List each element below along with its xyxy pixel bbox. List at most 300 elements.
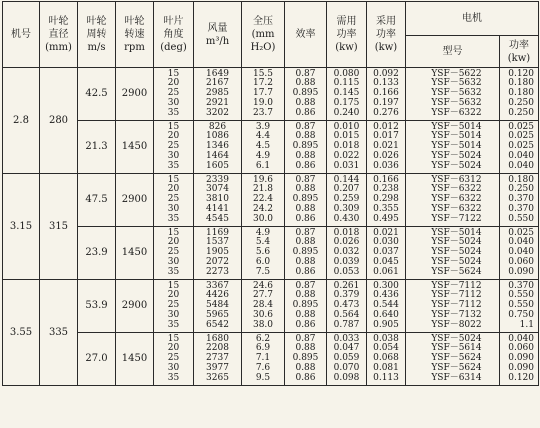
motor-power-cell: [500, 68, 539, 121]
blade-angle-value: 20: [167, 290, 180, 301]
efficiency-value: 0.895: [292, 353, 319, 364]
blade-angle-value: 25: [167, 300, 180, 311]
blade-angle-cell: [154, 121, 194, 174]
required-power-value: 0.070: [333, 362, 360, 373]
airflow-value: 1464: [206, 150, 229, 161]
airflow-value: 1169: [206, 227, 229, 238]
motor-power-value: 0.180: [508, 88, 534, 99]
efficiency-value: 0.86: [295, 107, 316, 118]
header-blade-angle: 叶片 角度 (deg): [154, 2, 194, 68]
total-pressure-value: 6.1: [255, 160, 271, 171]
airflow-cell: [194, 333, 242, 386]
rpm-cell: 2900: [116, 280, 154, 333]
motor-power-value: 0.025: [508, 121, 534, 132]
rpm-cell: 1450: [116, 227, 154, 280]
required-power-value: 0.047: [333, 343, 360, 354]
blade-angle-value: 20: [167, 78, 180, 89]
diameter-cell: 315: [40, 174, 78, 280]
efficiency-value: 0.87: [295, 227, 316, 238]
motor-model-value: YSF－5024: [431, 237, 482, 248]
motor-model-cell: [406, 333, 500, 386]
airflow-value: 3265: [206, 372, 229, 383]
required-power-value: 0.080: [333, 68, 360, 79]
blade-angle-cell: [154, 68, 194, 121]
adopted-power-value: 0.276: [373, 107, 399, 118]
total-pressure-cell: [242, 68, 285, 121]
table-row: [3, 174, 539, 227]
total-pressure-value: 24.6: [252, 280, 274, 291]
motor-model-cell: [406, 121, 500, 174]
motor-model-value: YSF－5014: [431, 141, 482, 152]
required-power-value: 0.309: [333, 203, 360, 214]
efficiency-value: 0.895: [292, 300, 319, 311]
airflow-value: 2273: [206, 266, 229, 277]
motor-power-value: 0.060: [508, 343, 534, 354]
motor-power-value: 0.550: [508, 290, 534, 301]
adopted-power-cell: [367, 280, 406, 333]
table-row: [3, 227, 539, 280]
blade-angle-value: 35: [167, 372, 180, 383]
airflow-value: 2921: [206, 97, 229, 108]
motor-power-value: 0.040: [508, 237, 534, 248]
motor-model-value: YSF－8022: [431, 319, 482, 330]
motor-power-value: 0.370: [508, 280, 534, 291]
required-power-value: 0.115: [333, 78, 360, 89]
motor-model-value: YSF－5624: [431, 266, 482, 277]
adopted-power-value: 0.037: [373, 247, 399, 258]
total-pressure-value: 9.5: [255, 372, 271, 383]
required-power-value: 0.039: [333, 256, 360, 267]
tip-speed-cell: 27.0: [78, 333, 116, 386]
motor-power-cell: [500, 174, 539, 227]
airflow-cell: [194, 174, 242, 227]
total-pressure-cell: [242, 227, 285, 280]
total-pressure-cell: [242, 333, 285, 386]
required-power-value: 0.240: [333, 107, 360, 118]
airflow-cell: [194, 280, 242, 333]
efficiency-cell: [285, 280, 327, 333]
airflow-value: 2737: [206, 353, 229, 364]
required-power-value: 0.098: [333, 372, 360, 383]
motor-model-value: YSF－5024: [431, 256, 482, 267]
rpm-cell: 1450: [116, 121, 154, 174]
motor-model-value: YSF－7132: [431, 309, 482, 320]
blade-angle-value: 30: [167, 362, 180, 373]
blade-angle-value: 15: [167, 121, 180, 132]
motor-power-value: 0.040: [508, 247, 534, 258]
required-power-value: 0.787: [333, 319, 360, 330]
efficiency-value: 0.86: [295, 319, 316, 330]
required-power-value: 0.032: [333, 247, 360, 258]
total-pressure-value: 19.0: [252, 97, 274, 108]
total-pressure-value: 5.6: [255, 247, 271, 258]
motor-model-value: YSF－6322: [431, 184, 482, 195]
blade-angle-value: 35: [167, 319, 180, 330]
efficiency-value: 0.895: [292, 88, 319, 99]
required-power-value: 0.430: [333, 213, 360, 224]
motor-model-cell: [406, 227, 500, 280]
efficiency-value: 0.88: [295, 131, 316, 142]
adopted-power-value: 0.300: [373, 280, 399, 291]
total-pressure-value: 6.9: [255, 343, 271, 354]
total-pressure-cell: [242, 280, 285, 333]
airflow-value: 5484: [206, 300, 229, 311]
required-power-cell: [327, 227, 367, 280]
motor-power-value: 0.025: [508, 141, 534, 152]
efficiency-value: 0.88: [295, 343, 316, 354]
total-pressure-value: 21.8: [252, 184, 274, 195]
motor-model-value: YSF－5014: [431, 131, 482, 142]
total-pressure-value: 28.4: [252, 300, 274, 311]
efficiency-value: 0.895: [292, 247, 319, 258]
header-airflow: 风量 m³/h: [194, 2, 242, 68]
motor-model-value: YSF－5014: [431, 227, 482, 238]
blade-angle-value: 20: [167, 184, 180, 195]
motor-power-value: 0.090: [508, 362, 534, 373]
header-adopted-power: 采用 功率 (kw): [367, 2, 406, 68]
machine-no-cell: 3.15: [3, 174, 40, 280]
motor-power-value: 0.550: [508, 300, 534, 311]
total-pressure-value: 24.2: [252, 203, 274, 214]
total-pressure-value: 38.0: [252, 319, 274, 330]
required-power-value: 0.144: [333, 174, 360, 185]
motor-power-value: 0.120: [508, 68, 534, 79]
airflow-value: 3202: [206, 107, 229, 118]
adopted-power-value: 0.045: [373, 256, 399, 267]
airflow-cell: [194, 68, 242, 121]
efficiency-value: 0.86: [295, 213, 316, 224]
efficiency-value: 0.87: [295, 280, 316, 291]
efficiency-value: 0.895: [292, 141, 319, 152]
airflow-value: 2339: [206, 174, 229, 185]
airflow-value: 2167: [206, 78, 229, 89]
total-pressure-cell: [242, 121, 285, 174]
adopted-power-value: 0.012: [373, 121, 399, 132]
blade-angle-value: 30: [167, 97, 180, 108]
efficiency-value: 0.87: [295, 333, 316, 344]
motor-power-value: 0.025: [508, 227, 534, 238]
airflow-value: 3367: [206, 280, 229, 291]
adopted-power-value: 0.021: [373, 227, 399, 238]
tip-speed-cell: 21.3: [78, 121, 116, 174]
efficiency-value: 0.87: [295, 68, 316, 79]
table-body: [3, 68, 539, 386]
motor-power-value: 0.120: [508, 372, 534, 383]
airflow-value: 4545: [206, 213, 229, 224]
airflow-value: 2072: [206, 256, 229, 267]
total-pressure-value: 4.5: [255, 141, 271, 152]
adopted-power-value: 0.905: [373, 319, 399, 330]
total-pressure-value: 23.7: [252, 107, 274, 118]
adopted-power-value: 0.068: [373, 353, 399, 364]
header-impeller-tip-speed: 叶轮 周转 m/s: [78, 2, 116, 68]
airflow-value: 1905: [206, 247, 229, 258]
header-motor-power: 功率 (kw): [500, 36, 539, 68]
blade-angle-value: 15: [167, 280, 180, 291]
efficiency-value: 0.88: [295, 290, 316, 301]
blade-angle-value: 25: [167, 141, 180, 152]
blade-angle-cell: [154, 280, 194, 333]
required-power-cell: [327, 280, 367, 333]
motor-power-value: 0.370: [508, 194, 534, 205]
adopted-power-value: 0.061: [373, 266, 399, 277]
motor-model-value: YSF－5024: [431, 160, 482, 171]
total-pressure-value: 4.4: [255, 131, 271, 142]
blade-angle-cell: [154, 174, 194, 227]
airflow-value: 1086: [206, 131, 229, 142]
airflow-value: 6542: [206, 319, 229, 330]
efficiency-value: 0.88: [295, 203, 316, 214]
header-impeller-rpm: 叶轮 转速 rpm: [116, 2, 154, 68]
rpm-cell: 2900: [116, 174, 154, 227]
adopted-power-cell: [367, 227, 406, 280]
motor-power-value: 0.180: [508, 174, 534, 185]
airflow-value: 1680: [206, 333, 229, 344]
adopted-power-value: 0.166: [373, 88, 399, 99]
airflow-value: 3977: [206, 362, 229, 373]
motor-power-value: 0.060: [508, 256, 534, 267]
motor-model-value: YSF－6322: [431, 194, 482, 205]
total-pressure-value: 30.0: [252, 213, 274, 224]
airflow-value: 4426: [206, 290, 229, 301]
tip-speed-cell: 47.5: [78, 174, 116, 227]
blade-angle-value: 35: [167, 160, 180, 171]
motor-model-value: YSF－5024: [431, 150, 482, 161]
total-pressure-value: 7.1: [255, 353, 271, 364]
required-power-cell: [327, 174, 367, 227]
adopted-power-value: 0.092: [373, 68, 399, 79]
required-power-value: 0.033: [333, 333, 360, 344]
required-power-value: 0.026: [333, 237, 360, 248]
motor-model-value: YSF－5632: [431, 97, 482, 108]
adopted-power-value: 0.495: [373, 213, 399, 224]
blade-angle-value: 25: [167, 88, 180, 99]
motor-power-value: 0.090: [508, 266, 534, 277]
motor-model-value: YSF－5624: [431, 353, 482, 364]
motor-model-value: YSF－5024: [431, 333, 482, 344]
adopted-power-value: 0.640: [373, 309, 399, 320]
header-impeller-diameter: 叶轮 直径 (mm): [40, 2, 78, 68]
motor-model-value: YSF－5624: [431, 362, 482, 373]
motor-model-value: YSF－7112: [431, 290, 482, 301]
motor-power-cell: [500, 227, 539, 280]
total-pressure-value: 30.6: [252, 309, 274, 320]
total-pressure-value: 7.5: [255, 266, 271, 277]
blade-angle-value: 35: [167, 266, 180, 277]
motor-power-cell: [500, 333, 539, 386]
blade-angle-value: 20: [167, 343, 180, 354]
adopted-power-value: 0.197: [373, 97, 399, 108]
motor-power-value: 0.370: [508, 203, 534, 214]
motor-power-value: 0.040: [508, 150, 534, 161]
motor-model-value: YSF－5632: [431, 78, 482, 89]
required-power-value: 0.059: [333, 353, 360, 364]
total-pressure-value: 6.2: [255, 333, 271, 344]
motor-power-value: 1.1: [519, 319, 534, 330]
motor-power-value: 0.250: [508, 184, 534, 195]
efficiency-value: 0.88: [295, 362, 316, 373]
adopted-power-value: 0.133: [373, 78, 399, 89]
blade-angle-value: 25: [167, 194, 180, 205]
motor-model-value: YSF－6312: [431, 174, 482, 185]
airflow-cell: [194, 227, 242, 280]
motor-model-value: YSF－5024: [431, 247, 482, 258]
airflow-value: 1605: [206, 160, 229, 171]
total-pressure-value: 5.4: [255, 237, 271, 248]
efficiency-value: 0.88: [295, 237, 316, 248]
total-pressure-value: 6.0: [255, 256, 271, 267]
blade-angle-value: 30: [167, 150, 180, 161]
rpm-cell: 2900: [116, 68, 154, 121]
total-pressure-value: 15.5: [252, 68, 274, 79]
total-pressure-value: 7.6: [255, 362, 271, 373]
motor-power-value: 0.090: [508, 353, 534, 364]
adopted-power-value: 0.238: [373, 184, 399, 195]
machine-no-cell: 3.55: [3, 280, 40, 386]
motor-power-value: 0.180: [508, 78, 534, 89]
required-power-value: 0.564: [333, 309, 360, 320]
motor-model-cell: [406, 68, 500, 121]
required-power-value: 0.031: [333, 160, 360, 171]
airflow-value: 1649: [206, 68, 229, 79]
blade-angle-value: 35: [167, 107, 180, 118]
required-power-value: 0.053: [333, 266, 360, 277]
header-machine-no: 机号: [3, 2, 40, 68]
required-power-value: 0.010: [333, 121, 360, 132]
efficiency-cell: [285, 68, 327, 121]
efficiency-value: 0.88: [295, 150, 316, 161]
total-pressure-value: 4.9: [255, 227, 271, 238]
adopted-power-value: 0.436: [373, 290, 399, 301]
adopted-power-value: 0.544: [373, 300, 399, 311]
blade-angle-value: 15: [167, 174, 180, 185]
adopted-power-value: 0.355: [373, 203, 399, 214]
header-motor-model: 型号: [406, 36, 500, 68]
motor-power-cell: [500, 280, 539, 333]
efficiency-cell: [285, 174, 327, 227]
adopted-power-value: 0.017: [373, 131, 399, 142]
tip-speed-cell: 53.9: [78, 280, 116, 333]
motor-power-value: 0.040: [508, 160, 534, 171]
airflow-value: 2208: [206, 343, 229, 354]
motor-model-value: YSF－5622: [431, 68, 482, 79]
rpm-cell: 1450: [116, 333, 154, 386]
motor-model-value: YSF－6322: [431, 203, 482, 214]
motor-model-value: YSF－6314: [431, 372, 482, 383]
efficiency-value: 0.88: [295, 256, 316, 267]
adopted-power-value: 0.113: [373, 372, 399, 383]
efficiency-value: 0.87: [295, 121, 316, 132]
efficiency-value: 0.88: [295, 78, 316, 89]
motor-model-value: YSF－7112: [431, 280, 482, 291]
adopted-power-cell: [367, 333, 406, 386]
adopted-power-value: 0.166: [373, 174, 399, 185]
motor-model-value: YSF－7122: [431, 213, 482, 224]
blade-angle-value: 25: [167, 353, 180, 364]
motor-power-value: 0.550: [508, 213, 534, 224]
total-pressure-cell: [242, 174, 285, 227]
blade-angle-cell: [154, 227, 194, 280]
fan-performance-sheet: [2, 1, 538, 425]
required-power-value: 0.015: [333, 131, 360, 142]
fan-performance-table: [2, 1, 539, 386]
motor-power-value: 0.250: [508, 107, 534, 118]
blade-angle-value: 20: [167, 131, 180, 142]
adopted-power-value: 0.036: [373, 160, 399, 171]
required-power-cell: [327, 121, 367, 174]
header-motor: 电机: [406, 2, 539, 36]
motor-power-value: 0.040: [508, 333, 534, 344]
blade-angle-value: 35: [167, 213, 180, 224]
tip-speed-cell: 42.5: [78, 68, 116, 121]
required-power-value: 0.175: [333, 97, 360, 108]
blade-angle-value: 30: [167, 256, 180, 267]
header-required-power: 需用 功率 (kw): [327, 2, 367, 68]
machine-no-cell: 2.8: [3, 68, 40, 174]
diameter-cell: 280: [40, 68, 78, 174]
efficiency-value: 0.88: [295, 184, 316, 195]
airflow-value: 4141: [206, 203, 229, 214]
required-power-value: 0.261: [333, 280, 360, 291]
blade-angle-value: 20: [167, 237, 180, 248]
adopted-power-value: 0.030: [373, 237, 399, 248]
total-pressure-value: 22.4: [252, 194, 274, 205]
adopted-power-value: 0.026: [373, 150, 399, 161]
motor-power-value: 0.250: [508, 97, 534, 108]
efficiency-value: 0.895: [292, 194, 319, 205]
airflow-value: 3810: [206, 194, 229, 205]
motor-model-cell: [406, 174, 500, 227]
efficiency-cell: [285, 227, 327, 280]
blade-angle-value: 30: [167, 203, 180, 214]
required-power-value: 0.379: [333, 290, 360, 301]
blade-angle-value: 30: [167, 309, 180, 320]
airflow-value: 1537: [206, 237, 229, 248]
total-pressure-value: 17.7: [252, 88, 274, 99]
required-power-value: 0.022: [333, 150, 360, 161]
efficiency-value: 0.88: [295, 97, 316, 108]
blade-angle-value: 25: [167, 247, 180, 258]
airflow-value: 5965: [206, 309, 229, 320]
motor-model-cell: [406, 280, 500, 333]
header-efficiency: 效率: [285, 2, 327, 68]
adopted-power-value: 0.021: [373, 141, 399, 152]
required-power-value: 0.259: [333, 194, 360, 205]
blade-angle-value: 15: [167, 333, 180, 344]
airflow-value: 826: [208, 121, 227, 132]
table-row: [3, 68, 539, 121]
blade-angle-value: 15: [167, 227, 180, 238]
required-power-value: 0.018: [333, 141, 360, 152]
efficiency-cell: [285, 121, 327, 174]
adopted-power-cell: [367, 121, 406, 174]
total-pressure-value: 17.2: [252, 78, 274, 89]
total-pressure-value: 3.9: [255, 121, 271, 132]
adopted-power-value: 0.038: [373, 333, 399, 344]
total-pressure-value: 27.7: [252, 290, 274, 301]
adopted-power-cell: [367, 68, 406, 121]
efficiency-cell: [285, 333, 327, 386]
motor-power-cell: [500, 121, 539, 174]
header-total-pressure: 全压 (mm H₂O): [242, 2, 285, 68]
airflow-cell: [194, 121, 242, 174]
motor-model-value: YSF－5014: [431, 121, 482, 132]
required-power-value: 0.145: [333, 88, 360, 99]
airflow-value: 1346: [206, 141, 229, 152]
adopted-power-value: 0.081: [373, 362, 399, 373]
efficiency-value: 0.86: [295, 266, 316, 277]
total-pressure-value: 4.9: [255, 150, 271, 161]
